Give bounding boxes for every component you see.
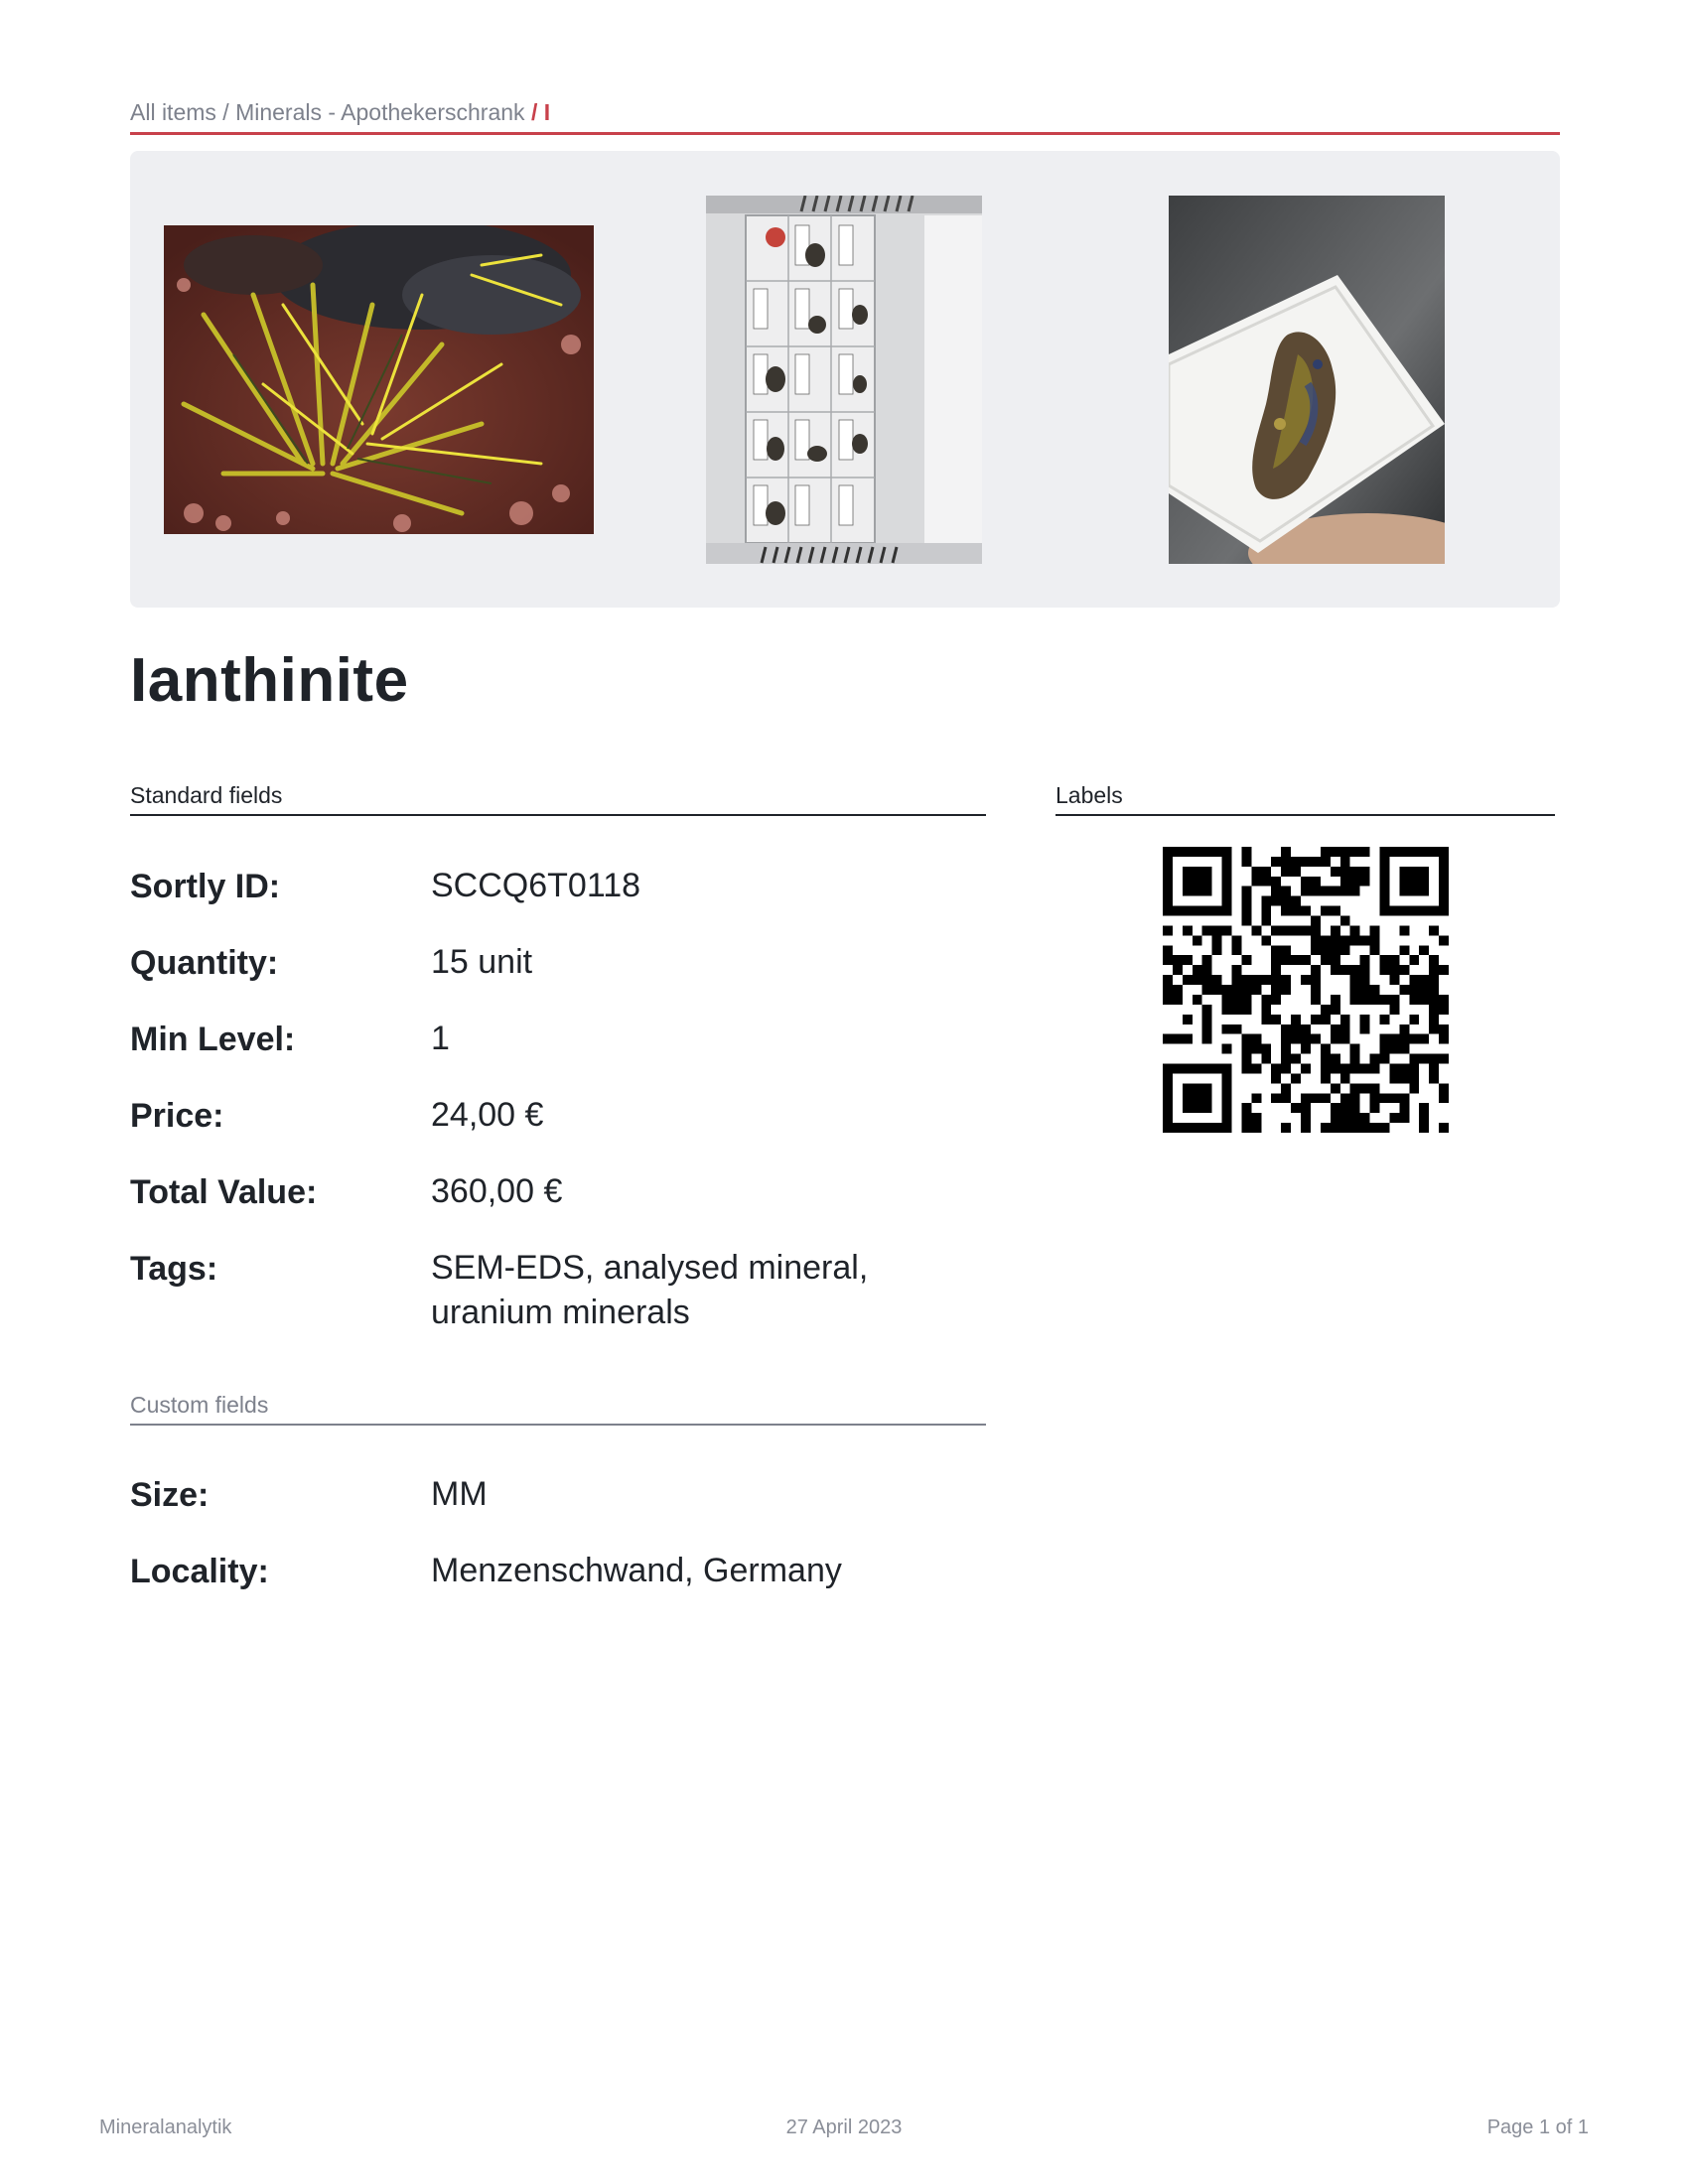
yellow-needle-crystals-photo[interactable] <box>164 225 594 534</box>
field-label: Min Level: <box>130 1021 296 1058</box>
field-label: Locality: <box>130 1553 269 1590</box>
page-title: Ianthinite <box>130 646 409 715</box>
custom-fields-heading: Custom fields <box>130 1392 986 1426</box>
field-label: Size: <box>130 1476 210 1514</box>
breadcrumb <box>130 99 1560 135</box>
qr-code-icon <box>1163 847 1449 1133</box>
qr-code-label[interactable] <box>1163 847 1449 1133</box>
footer-date: 27 April 2023 <box>785 2116 903 2138</box>
field-value: Menzenschwand, Germany <box>431 1552 842 1589</box>
footer-company: Mineralanalytik <box>99 2116 232 2138</box>
field-value: 360,00 € <box>431 1172 563 1210</box>
standard-fields-heading: Standard fields <box>130 782 986 816</box>
field-value: 1 <box>431 1020 450 1057</box>
photo-gallery <box>130 151 1560 608</box>
field-value: SEM-EDS, analysed mineral, uranium minerals <box>431 1249 869 1331</box>
field-value: SCCQ6T0118 <box>431 867 641 904</box>
breadcrumb-current: I <box>543 99 551 125</box>
specimen-storage-box-photo[interactable] <box>706 196 982 564</box>
field-label: Total Value: <box>130 1173 318 1211</box>
field-value: MM <box>431 1475 488 1513</box>
footer-page-number: Page 1 of 1 <box>1486 2116 1589 2138</box>
breadcrumb-separator: / <box>222 99 229 125</box>
breadcrumb-folder-link[interactable]: Minerals - Apothekerschrank <box>235 99 525 125</box>
field-label: Quantity: <box>130 944 279 982</box>
field-label: Sortly ID: <box>130 868 281 905</box>
breadcrumb-root-link[interactable]: All items <box>130 99 216 125</box>
labels-heading: Labels <box>1055 782 1555 816</box>
field-value: 24,00 € <box>431 1096 544 1134</box>
specimen-in-hand-photo[interactable] <box>1169 196 1445 564</box>
breadcrumb-separator: / <box>530 99 538 125</box>
field-value: 15 unit <box>431 943 533 981</box>
field-label: Tags: <box>130 1250 218 1288</box>
field-label: Price: <box>130 1097 224 1135</box>
